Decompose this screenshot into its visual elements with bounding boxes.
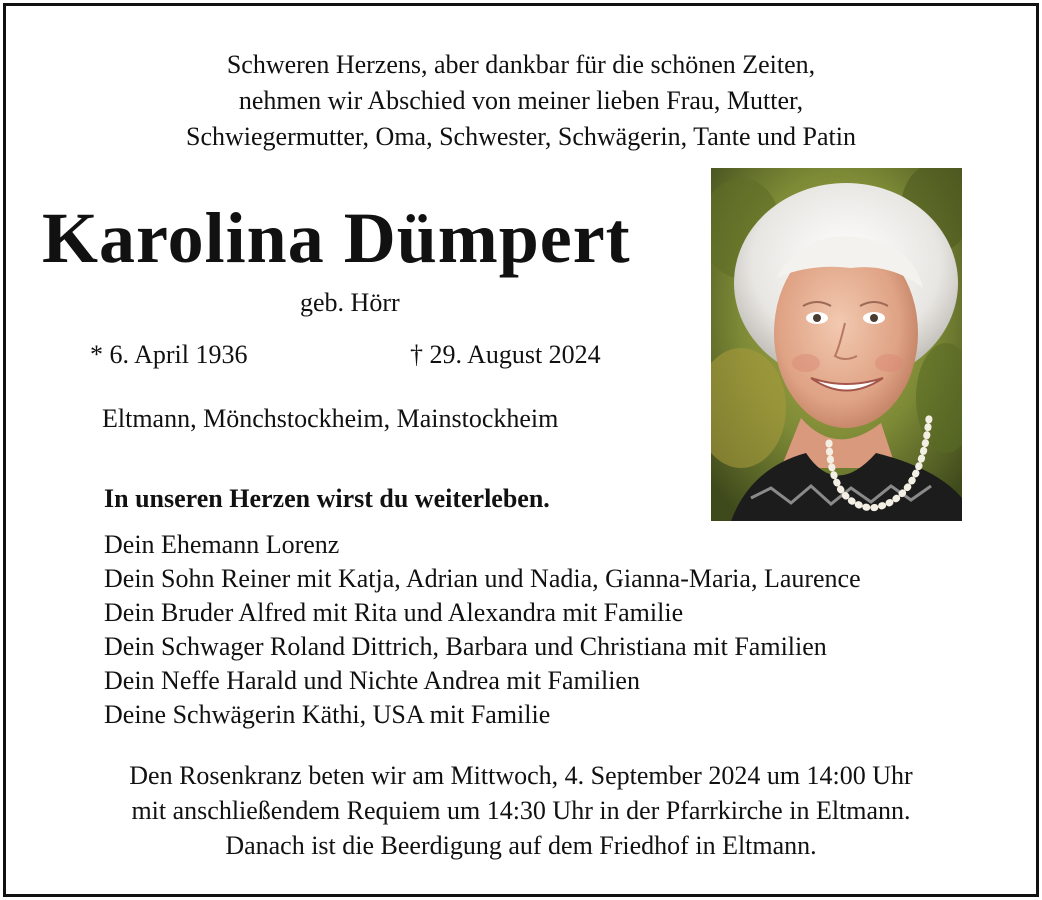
intro-line: nehmen wir Abschied von meiner lieben Frau, Mutter, <box>238 86 804 115</box>
service-line: Danach ist die Beerdigung auf dem Friedhof in Eltmann. <box>225 831 817 860</box>
service-line: Den Rosenkranz beten wir am Mittwoch, 4. September 2024 um 14:00 Uhr <box>129 761 913 790</box>
mourner-line: Dein Schwager Roland Dittrich, Barbara und Christiana mit Familien <box>104 632 827 661</box>
intro-text <box>0 47 1042 155</box>
intro-line: Schweren Herzens, aber dankbar für die schönen Zeiten, <box>226 50 816 79</box>
service-details <box>0 758 1042 863</box>
places-of-residence: Eltmann, Mönchstockheim, Mainstockheim <box>102 404 559 433</box>
intro-line: Schwiegermutter, Oma, Schwester, Schwägerin, Tante und Patin <box>185 122 856 151</box>
motto: In unseren Herzen wirst du weiterleben. <box>104 484 550 513</box>
mourners-list <box>104 528 861 732</box>
deceased-name: Karolina Dümpert <box>42 198 631 278</box>
birth-name: geb. Hörr <box>300 288 400 317</box>
birth-date: * 6. April 1936 <box>90 340 248 369</box>
death-date: † 29. August 2024 <box>410 340 601 369</box>
mourner-line: Dein Bruder Alfred mit Rita und Alexandra mit Familie <box>104 598 684 627</box>
mourner-line: Dein Neffe Harald und Nichte Andrea mit Familien <box>104 666 640 695</box>
mourner-line: Dein Ehemann Lorenz <box>104 530 340 559</box>
mourner-line: Deine Schwägerin Käthi, USA mit Familie <box>104 700 551 729</box>
service-line: mit anschließendem Requiem um 14:30 Uhr in der Pfarrkirche in Eltmann. <box>131 796 911 825</box>
mourner-line: Dein Sohn Reiner mit Katja, Adrian und Nadia, Gianna-Maria, Laurence <box>104 564 861 593</box>
portrait-photo <box>711 168 962 521</box>
